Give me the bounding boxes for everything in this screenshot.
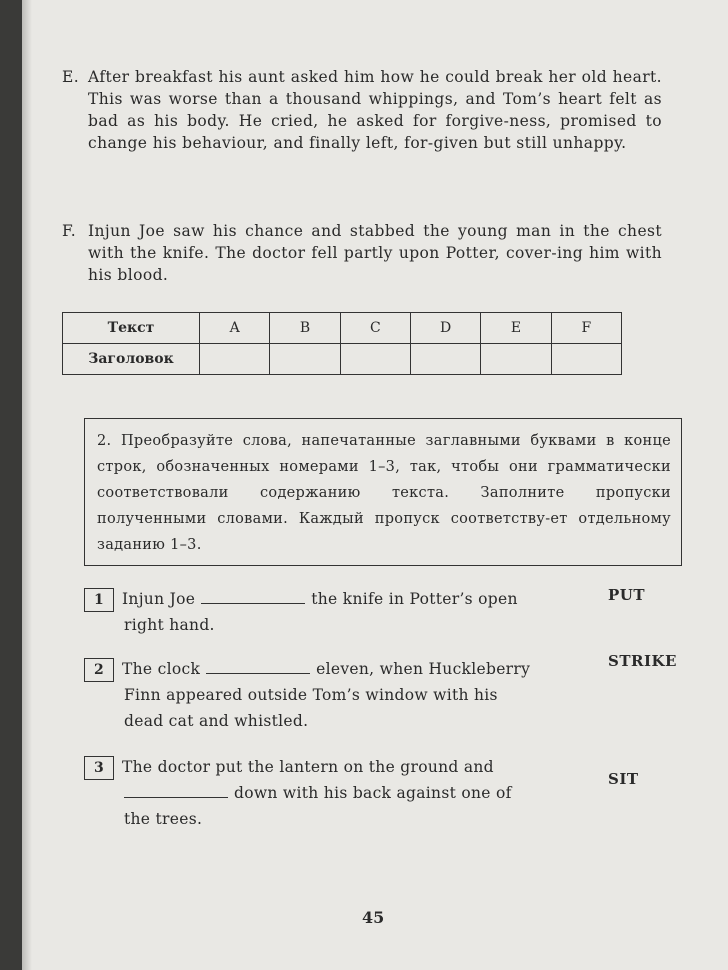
page-gutter-shadow — [22, 0, 32, 970]
paragraph-f — [62, 220, 662, 286]
item-2-number: 2 — [84, 658, 114, 682]
item-3-line2: down with his back against one of — [234, 784, 512, 802]
item-1-number: 1 — [84, 588, 114, 612]
item-2 — [84, 656, 584, 734]
answer-cell-b[interactable] — [270, 344, 340, 375]
answer-cell-c[interactable] — [340, 344, 410, 375]
item-3-blank[interactable] — [124, 782, 228, 798]
page-number: 45 — [362, 908, 385, 927]
answer-cell-e[interactable] — [481, 344, 551, 375]
paragraph-e-text: After breakfast his aunt asked him how he could break her old heart. This was worse than a thousand whippings, and Tom’s heart felt as bad as his body. He cried, he asked for forgive-ness, promised to change his behaviour, and finally left, for-given but still unhappy. — [88, 68, 662, 152]
table-col-d: D — [410, 313, 480, 344]
item-2-after: eleven, when Huckleberry — [316, 660, 531, 678]
table-col-c: C — [340, 313, 410, 344]
item-1 — [84, 586, 584, 638]
task2-instruction: 2. Преобразуйте слова, напечатанные заглавными буквами в конце строк, обозначенных номерами 1–3, так, чтобы они грамматически соответствовали содержанию текста. Заполните пропуски полученными словами. Каждый пропуск соответству-ет отдельному заданию 1–3. — [97, 433, 671, 553]
page — [22, 0, 728, 970]
table-col-b: B — [270, 313, 340, 344]
item-3-word: SIT — [608, 770, 639, 788]
task2-instruction-box — [84, 418, 682, 566]
item-1-line2: right hand. — [124, 616, 215, 634]
item-1-blank[interactable] — [201, 588, 305, 604]
item-1-before: Injun Joe — [122, 590, 196, 608]
item-1-after: the knife in Potter’s open — [311, 590, 518, 608]
paragraph-e — [62, 66, 662, 154]
item-2-blank[interactable] — [206, 658, 310, 674]
item-3-line3: the trees. — [124, 810, 203, 828]
item-2-line3: dead cat and whistled. — [124, 712, 309, 730]
item-2-line2: Finn appeared outside Tom’s window with his — [124, 686, 498, 704]
answer-cell-a[interactable] — [200, 344, 270, 375]
item-2-before: The clock — [122, 660, 201, 678]
table-col-f: F — [551, 313, 621, 344]
item-3 — [84, 754, 584, 832]
paragraph-f-letter: F. — [62, 222, 77, 240]
answer-cell-d[interactable] — [410, 344, 480, 375]
matching-table — [62, 312, 622, 375]
table-col-a: A — [200, 313, 270, 344]
table-row-heading — [63, 344, 622, 375]
paragraph-e-letter: E. — [62, 68, 80, 86]
table-header-text: Текст — [63, 313, 200, 344]
item-1-word: PUT — [608, 586, 646, 604]
table-row-text — [63, 313, 622, 344]
answer-cell-f[interactable] — [551, 344, 621, 375]
table-header-heading: Заголовок — [63, 344, 200, 375]
table-col-e: E — [481, 313, 551, 344]
item-3-line1: The doctor put the lantern on the ground and — [122, 758, 494, 776]
item-2-word: STRIKE — [608, 652, 677, 670]
paragraph-f-text: Injun Joe saw his chance and stabbed the young man in the chest with the knife. The doctor fell partly upon Potter, cover-ing him with his blood. — [88, 222, 662, 284]
item-3-number: 3 — [84, 756, 114, 780]
